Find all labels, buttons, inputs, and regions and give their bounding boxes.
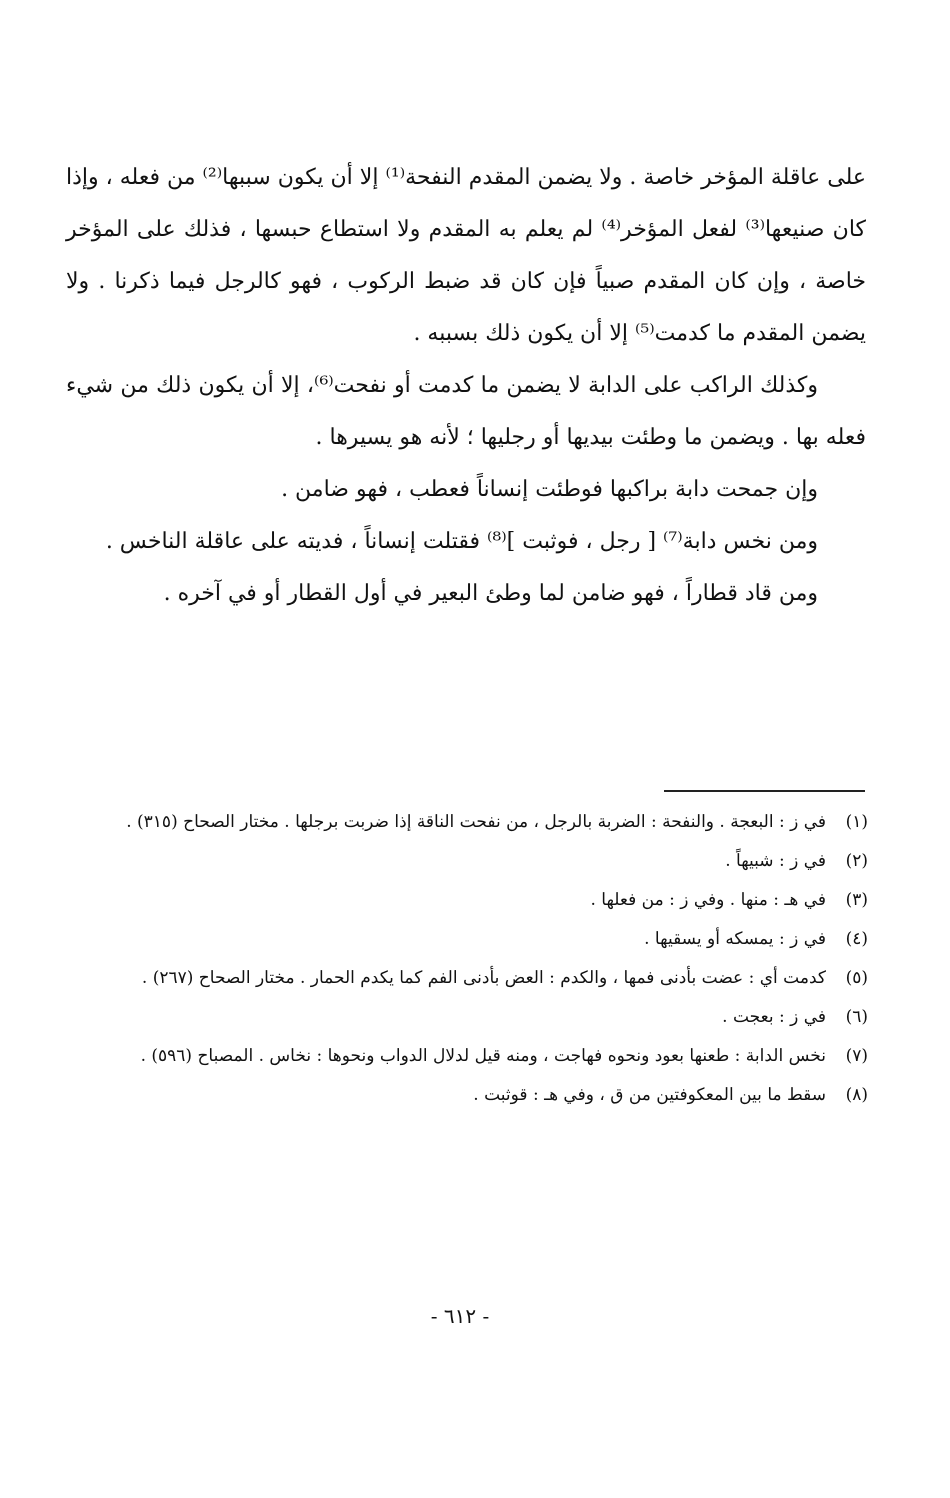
- footnote-number: (٣): [845, 890, 868, 910]
- body-paragraph-4: ومن نخس دابة⁽⁷⁾ [ رجل ، فوثبت ]⁽⁸⁾ فقتلت إنساناً ، فديته على عاقلة الناخس .: [105, 529, 818, 554]
- footnote-text: كدمت أي : عضت بأدنى فمها ، والكدم : العض بأدنى الفم كما يكدم الحمار . مختار الصحاح (٢٦٧) .: [141, 968, 826, 988]
- footnote-number: (٨): [845, 1085, 868, 1105]
- footnote-5: [60, 959, 868, 998]
- footnote-8: [60, 1076, 868, 1115]
- footnote-text: في ز : يمسكه أو يسقيها .: [644, 929, 826, 949]
- page-number: - ٦١٢ -: [430, 1304, 490, 1328]
- body-paragraph-3: وإن جمحت دابة براكبها فوطئت إنساناً فعطب ، فهو ضامن .: [281, 477, 818, 502]
- footnotes: [60, 803, 868, 1115]
- footnote-number: (٧): [845, 1046, 868, 1066]
- body-paragraph-5: ومن قاد قطاراً ، فهو ضامن لما وطئ البعير في أول القطار أو في آخره .: [163, 581, 818, 606]
- body-paragraph-2: وكذلك الراكب على الدابة لا يضمن ما كدمت أو نفحت⁽⁶⁾، إلا أن يكون ذلك من شيء فعله بها . ويضمن ما وطئت بيديها أو رجليها ؛ لأنه هو يسيرها .: [66, 373, 866, 450]
- footnote-number: (٦): [845, 1007, 868, 1027]
- footnote-number: (٤): [845, 929, 868, 949]
- footnote-text: في ز : بعجت .: [722, 1007, 826, 1027]
- main-text: [66, 152, 866, 620]
- footnote-3: [60, 881, 868, 920]
- footnote-2: [60, 842, 868, 881]
- footnote-number: (٢): [845, 851, 868, 871]
- footnote-text: في ز : شبيهاً .: [725, 851, 826, 871]
- footnote-6: [60, 998, 868, 1037]
- footnote-1: [60, 803, 868, 842]
- body-paragraph-1: على عاقلة المؤخر خاصة . ولا يضمن المقدم النفحة⁽¹⁾ إلا أن يكون سببها⁽²⁾ من فعله ، وإذا كان صنيعها⁽³⁾ لفعل المؤخر⁽⁴⁾ لم يعلم به المقدم ولا استطاع حبسها ، فذلك على المؤخر خاصة ، وإن كان المقدم صبياً فإن كان قد ضبط الركوب ، فهو كالرجل فيما ذكرنا . ولا يضمن المقدم ما كدمت⁽⁵⁾ إلا أن يكون ذلك بسببه .: [66, 165, 866, 346]
- footnote-7: [60, 1037, 868, 1076]
- footnote-text: في هـ : منها . وفي ز : من فعلها .: [590, 890, 826, 910]
- footnote-number: (١): [845, 812, 868, 832]
- footnote-separator: [664, 790, 865, 792]
- footnote-text: في ز : البعجة . والنفحة : الضربة بالرجل ، من نفحت الناقة إذا ضربت برجلها . مختار الصحاح (٣١٥) .: [126, 812, 826, 832]
- footnote-4: [60, 920, 868, 959]
- footnote-text: سقط ما بين المعكوفتين من ق ، وفي هـ : قوثبت .: [473, 1085, 826, 1105]
- footnote-text: نخس الدابة : طعنها بعود ونحوه فهاجت ، ومنه قيل لدلال الدواب ونحوها : نخاس . المصباح (٥٩٦) .: [140, 1046, 826, 1066]
- footnote-number: (٥): [845, 968, 868, 988]
